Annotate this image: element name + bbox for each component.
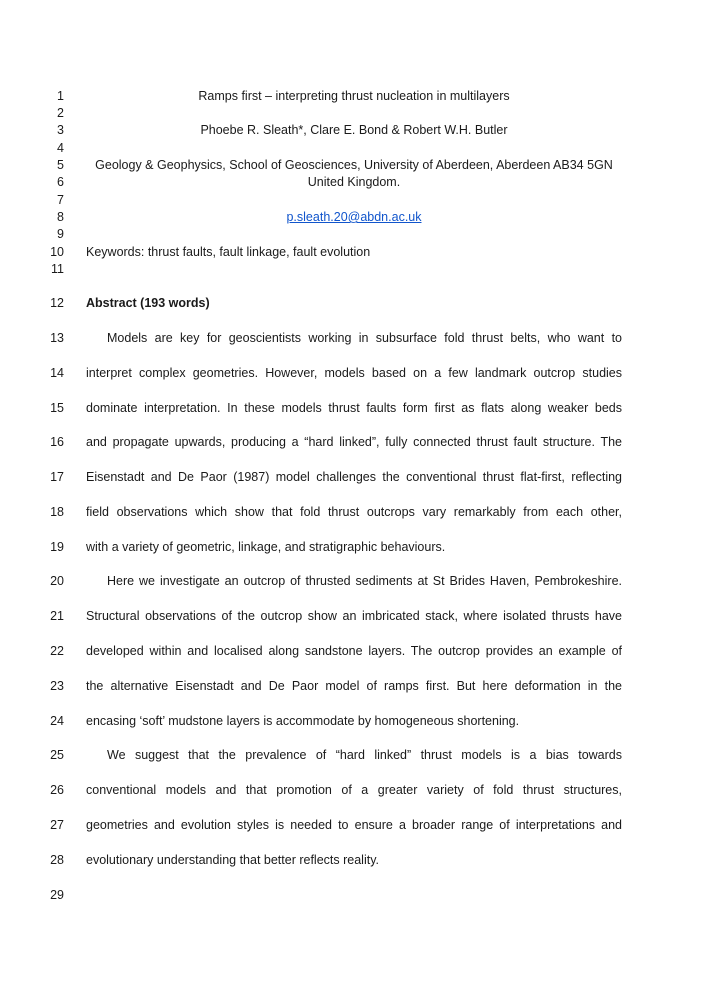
line-number: 6	[57, 175, 64, 189]
abstract-line: with a variety of geometric, linkage, and stratigraphic behaviours.	[86, 540, 446, 554]
line-number: 8	[57, 210, 64, 224]
abstract-heading: Abstract (193 words)	[86, 296, 210, 310]
affiliation-line-1: Geology & Geophysics, School of Geosciences, University of Aberdeen, Aberdeen AB34 5GN	[95, 158, 613, 172]
line-number: 20	[50, 574, 64, 588]
line-number: 5	[57, 158, 64, 172]
line-number: 19	[50, 540, 64, 554]
line-number: 2	[57, 106, 64, 120]
line-number: 13	[50, 331, 64, 345]
author-list: Phoebe R. Sleath*, Clare E. Bond & Robert W.H. Butler	[200, 123, 508, 137]
paper-title: Ramps first – interpreting thrust nucleation in multilayers	[198, 89, 510, 103]
email-row	[86, 209, 622, 225]
line-number: 11	[51, 262, 64, 276]
abstract-line: encasing ‘soft’ mudstone layers is accommodate by homogeneous shortening.	[86, 714, 520, 728]
line-number: 3	[57, 123, 64, 137]
abstract-line: Here we investigate an outcrop of thrusted sediments at St Brides Haven, Pembrokeshire.	[107, 574, 622, 588]
line-number: 15	[50, 401, 64, 415]
abstract-line: We suggest that the prevalence of “hard linked” thrust models is a bias towards	[107, 748, 622, 762]
line-number: 27	[50, 818, 64, 832]
abstract-line: interpret complex geometries. However, models based on a few landmark outcrop studies	[86, 366, 622, 380]
abstract-line: evolutionary understanding that better reflects reality.	[86, 853, 379, 867]
line-number: 25	[50, 748, 64, 762]
line-number: 1	[57, 89, 64, 103]
email-link[interactable]: p.sleath.20@abdn.ac.uk	[286, 210, 422, 224]
abstract-line: field observations which show that fold thrust outcrops vary remarkably from each other,	[86, 505, 622, 519]
line-number: 7	[57, 193, 64, 207]
line-number: 29	[50, 888, 64, 902]
line-number: 23	[50, 679, 64, 693]
abstract-line: Structural observations of the outcrop show an imbricated stack, where isolated thrusts have	[86, 609, 622, 623]
abstract-line: the alternative Eisenstadt and De Paor model of ramps first. But here deformation in the	[86, 679, 622, 693]
keywords: Keywords: thrust faults, fault linkage, fault evolution	[86, 245, 371, 259]
line-number: 9	[57, 227, 64, 241]
abstract-line: dominate interpretation. In these models thrust faults form first as flats along weaker beds	[86, 401, 622, 415]
abstract-line: and propagate upwards, producing a “hard linked”, fully connected thrust fault structure. The	[86, 435, 622, 449]
abstract-line: Eisenstadt and De Paor (1987) model challenges the conventional thrust flat-first, reflecting	[86, 470, 622, 484]
line-number: 21	[50, 609, 64, 623]
line-number: 18	[50, 505, 64, 519]
line-number: 10	[50, 245, 64, 259]
line-number: 22	[50, 644, 64, 658]
abstract-line: developed within and localised along sandstone layers. The outcrop provides an example of	[86, 644, 622, 658]
affiliation-line-2: United Kingdom.	[307, 175, 401, 189]
line-number: 12	[50, 296, 64, 310]
line-number: 4	[57, 141, 64, 155]
abstract-line: conventional models and that promotion of a greater variety of fold thrust structures,	[86, 783, 622, 797]
line-number: 17	[50, 470, 64, 484]
abstract-line: Models are key for geoscientists working in subsurface fold thrust belts, who want to	[107, 331, 622, 345]
line-number: 14	[50, 366, 64, 380]
line-number: 26	[50, 783, 64, 797]
line-number: 16	[50, 435, 64, 449]
abstract-line: geometries and evolution styles is needed to ensure a broader range of interpretations and	[86, 818, 622, 832]
line-number: 28	[50, 853, 64, 867]
line-number: 24	[50, 714, 64, 728]
